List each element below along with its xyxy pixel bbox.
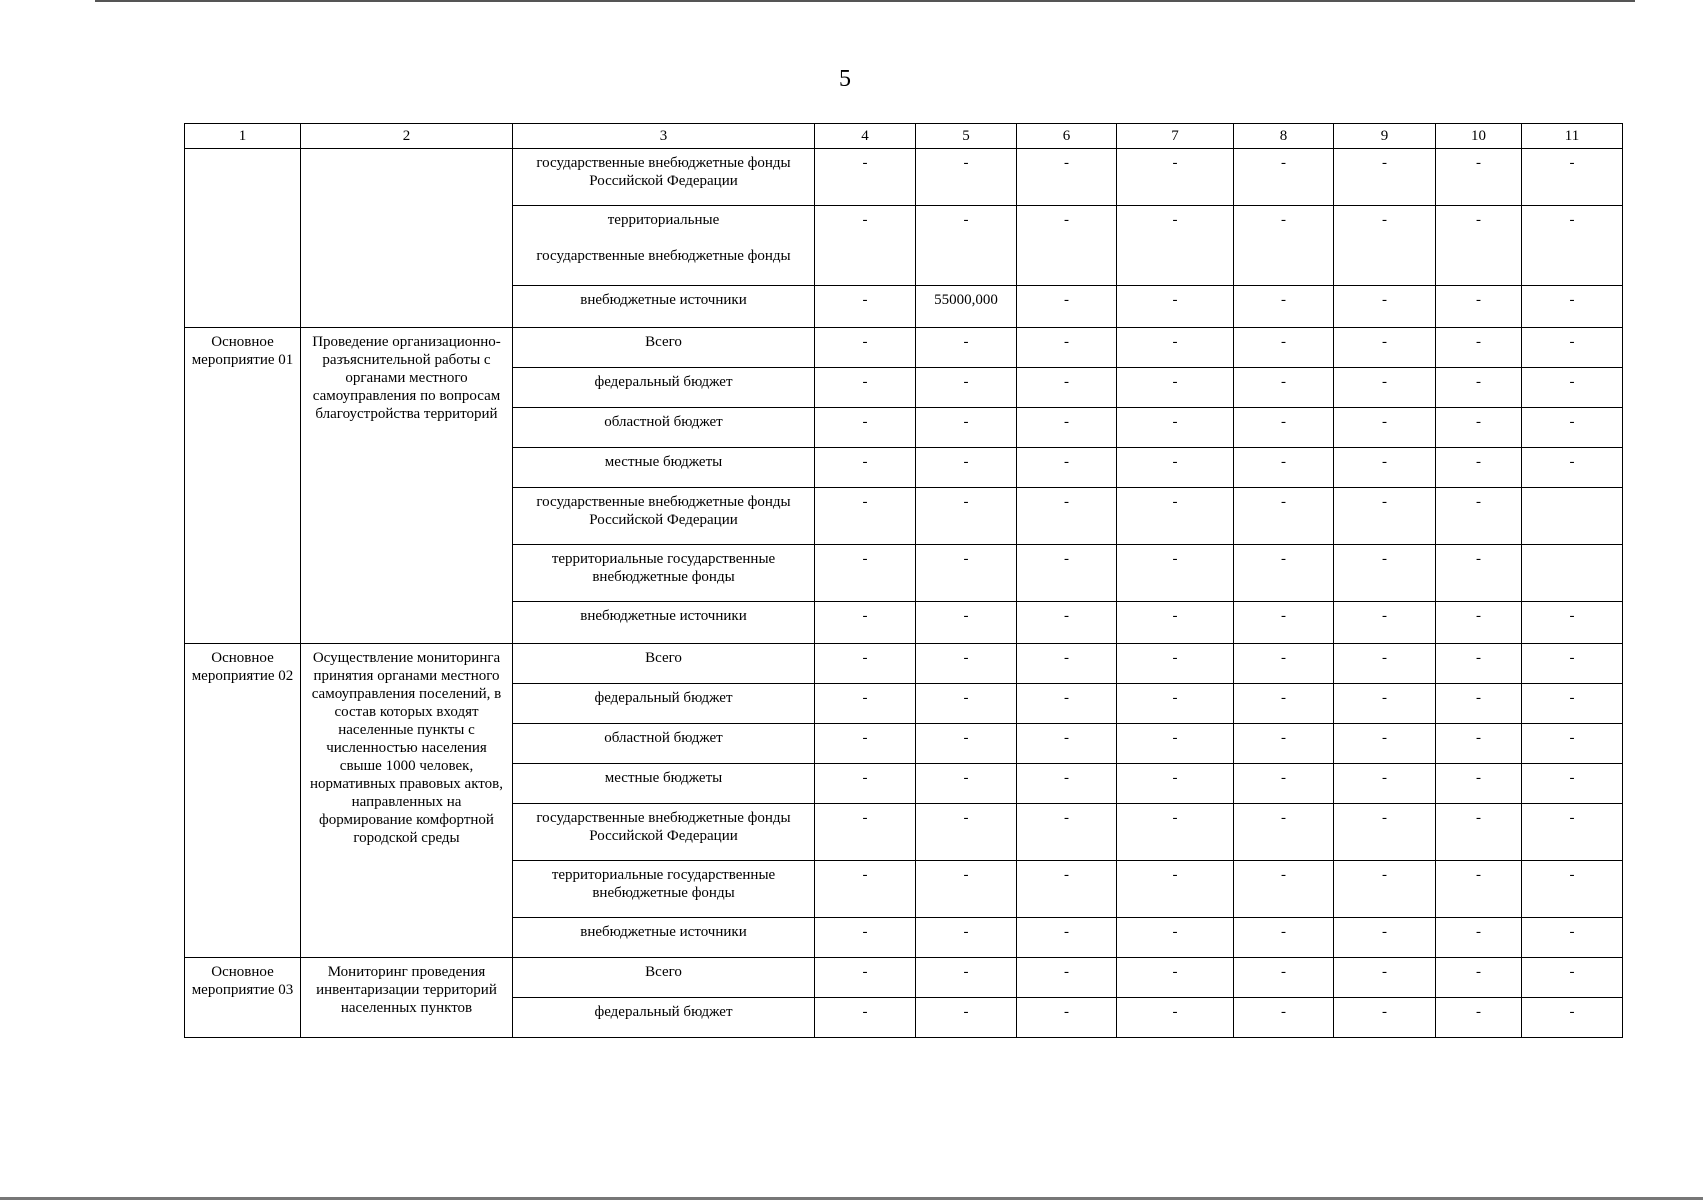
value-cell: - [1522,918,1623,958]
value-cell: - [1234,368,1334,408]
funding-source: областной бюджет [604,414,723,430]
value-cell: - [1017,149,1117,206]
activity-name: Мониторинг проведения инвентаризации территорий населенных пунктов [301,958,513,1038]
value-cell: - [1436,149,1522,206]
value-cell: - [815,328,916,368]
value-cell: - [1522,958,1623,998]
column-header: 2 [301,124,513,149]
value-cell: - [916,861,1017,918]
value-cell: - [916,328,1017,368]
value-cell: - [1436,918,1522,958]
value-cell: - [1334,958,1436,998]
value-cell: - [1334,328,1436,368]
funding-source: Всего [645,964,682,980]
value-cell: - [815,861,916,918]
column-header: 1 [185,124,301,149]
value-cell: - [1017,545,1117,602]
value-cell: - [916,488,1017,545]
value-cell: - [1117,206,1234,286]
table-row [185,958,1623,998]
value-cell: - [1117,764,1234,804]
value-cell: - [1117,448,1234,488]
value-cell: - [815,488,916,545]
value-cell: - [1436,958,1522,998]
top-scan-edge [95,0,1635,2]
funding-source: государственные внебюджетные фонды Российской Федерации [536,494,791,528]
value-cell: - [1522,448,1623,488]
value-cell: - [1117,804,1234,861]
value-cell: - [916,602,1017,644]
value-cell: - [1234,644,1334,684]
funding-source: государственные внебюджетные фонды Российской Федерации [536,155,791,189]
value-cell: - [1334,998,1436,1038]
value-cell: - [1436,206,1522,286]
value-cell: - [1334,684,1436,724]
value-cell: - [916,408,1017,448]
column-header: 9 [1334,124,1436,149]
value-cell: - [1436,286,1522,328]
funding-source: федеральный бюджет [594,374,733,390]
column-header: 5 [916,124,1017,149]
value-cell: - [1436,684,1522,724]
value-cell: - [815,644,916,684]
value-cell: - [1334,448,1436,488]
value-cell: - [1017,684,1117,724]
funding-source-cell [513,804,815,861]
funding-source: территориальные [607,212,720,228]
value-cell: 55000,000 [916,286,1017,328]
value-cell [1522,488,1623,545]
value-cell: - [1117,918,1234,958]
value-cell: - [1334,602,1436,644]
value-cell: - [1234,545,1334,602]
value-cell: - [916,368,1017,408]
value-cell: - [1017,804,1117,861]
value-cell: - [1334,861,1436,918]
value-cell: - [1522,368,1623,408]
value-cell: - [1436,764,1522,804]
value-cell: - [1017,286,1117,328]
value-cell: - [815,918,916,958]
table-row [185,328,1623,368]
value-cell: - [1522,764,1623,804]
funding-source: внебюджетные источники [580,924,747,940]
activity-code: Основное мероприятие 01 [185,328,301,644]
value-cell: - [1117,684,1234,724]
value-cell: - [1522,998,1623,1038]
column-header: 8 [1234,124,1334,149]
value-cell: - [1334,724,1436,764]
column-header: 7 [1117,124,1234,149]
value-cell: - [1017,488,1117,545]
value-cell: - [1334,286,1436,328]
funding-source-cell [513,764,815,804]
value-cell: - [916,644,1017,684]
column-header: 11 [1522,124,1623,149]
value-cell: - [815,958,916,998]
funding-source: территориальные государственные внебюджетные фонды [551,867,776,901]
value-cell: - [916,206,1017,286]
value-cell: - [1334,644,1436,684]
value-cell: - [815,602,916,644]
column-header: 6 [1017,124,1117,149]
value-cell: - [1234,918,1334,958]
value-cell: - [916,958,1017,998]
value-cell: - [1522,644,1623,684]
value-cell: - [1234,804,1334,861]
funding-source-cell [513,149,815,206]
value-cell: - [815,286,916,328]
value-cell: - [815,206,916,286]
value-cell: - [1117,998,1234,1038]
value-cell: - [1436,328,1522,368]
value-cell: - [1234,602,1334,644]
value-cell: - [1436,368,1522,408]
funding-source-cell [513,958,815,998]
value-cell: - [1017,408,1117,448]
funding-source-cell [513,684,815,724]
value-cell: - [1017,328,1117,368]
value-cell: - [1017,861,1117,918]
value-cell: - [1436,488,1522,545]
funding-source-cell [513,644,815,684]
activity-name: Осуществление мониторинга принятия органами местного самоуправления поселений, в состав которых входят населенные пункты с численностью населения свыше 1000 человек, нормативных правовых актов, направленных на формирование комфортной городской среды [301,644,513,958]
funding-source: внебюджетные источники [580,608,747,624]
value-cell: - [815,764,916,804]
funding-source: федеральный бюджет [594,1004,733,1020]
value-cell: - [1117,488,1234,545]
value-cell: - [1334,804,1436,861]
value-cell: - [1234,861,1334,918]
value-cell: - [1522,149,1623,206]
funding-source: областной бюджет [604,730,723,746]
value-cell: - [1436,998,1522,1038]
funding-source-cell [513,545,815,602]
activity-code: Основное мероприятие 03 [185,958,301,1038]
value-cell: - [1436,448,1522,488]
table-row [185,149,1623,206]
value-cell: - [1334,488,1436,545]
value-cell: - [1117,545,1234,602]
value-cell: - [1334,545,1436,602]
value-cell: - [916,804,1017,861]
value-cell: - [1234,684,1334,724]
value-cell: - [916,684,1017,724]
value-cell: - [1234,149,1334,206]
value-cell: - [916,545,1017,602]
value-cell: - [1522,724,1623,764]
value-cell: - [815,998,916,1038]
activity-name: Проведение организационно-разъяснительной работы с органами местного самоуправления по вопросам благоустройства территорий [301,328,513,644]
funding-source: Всего [645,650,682,666]
value-cell: - [815,724,916,764]
value-cell: - [1436,644,1522,684]
continued-name-cell [301,149,513,328]
funding-source-cell [513,602,815,644]
value-cell: - [1234,206,1334,286]
activity-code: Основное мероприятие 02 [185,644,301,958]
funding-source-cell [513,918,815,958]
value-cell: - [1117,861,1234,918]
funding-source: местные бюджеты [604,454,723,470]
value-cell: - [815,804,916,861]
value-cell: - [1017,206,1117,286]
value-cell: - [1334,918,1436,958]
funding-source: местные бюджеты [604,770,723,786]
funding-source-cell [513,328,815,368]
funding-source-cell [513,448,815,488]
value-cell: - [916,724,1017,764]
financing-table [184,123,1623,1038]
value-cell: - [1234,958,1334,998]
value-cell: - [1017,764,1117,804]
value-cell: - [1436,861,1522,918]
value-cell: - [1234,764,1334,804]
funding-source-cell [513,488,815,545]
value-cell: - [1522,328,1623,368]
value-cell: - [916,764,1017,804]
value-cell: - [1117,149,1234,206]
value-cell: - [1436,724,1522,764]
value-cell: - [1117,368,1234,408]
column-header: 3 [513,124,815,149]
funding-source: государственные внебюджетные фонды Российской Федерации [536,810,791,844]
column-header-row [185,124,1623,149]
value-cell: - [1017,644,1117,684]
value-cell: - [1436,408,1522,448]
value-cell: - [1117,286,1234,328]
value-cell: - [1017,368,1117,408]
value-cell: - [1334,408,1436,448]
value-cell: - [1522,408,1623,448]
value-cell: - [1117,724,1234,764]
value-cell: - [916,448,1017,488]
funding-source-cell [513,998,815,1038]
column-header: 4 [815,124,916,149]
value-cell: - [1436,602,1522,644]
value-cell: - [1117,602,1234,644]
value-cell: - [1522,861,1623,918]
value-cell: - [1234,286,1334,328]
funding-source: внебюджетные источники [580,292,747,308]
value-cell: - [1334,368,1436,408]
value-cell: - [1522,602,1623,644]
value-cell: - [1234,488,1334,545]
value-cell: - [1117,644,1234,684]
value-cell: - [1017,958,1117,998]
value-cell: - [815,448,916,488]
funding-source: территориальные государственные внебюджетные фонды [551,551,776,585]
value-cell: - [916,998,1017,1038]
value-cell: - [1017,602,1117,644]
funding-source-continued: государственные внебюджетные фонды [536,248,791,264]
value-cell: - [1334,206,1436,286]
value-cell: - [1017,918,1117,958]
value-cell: - [815,545,916,602]
value-cell: - [1334,764,1436,804]
column-header: 10 [1436,124,1522,149]
funding-source-cell [513,861,815,918]
value-cell: - [815,408,916,448]
value-cell: - [1522,684,1623,724]
funding-source-cell [513,286,815,328]
value-cell: - [815,368,916,408]
value-cell: - [815,149,916,206]
value-cell: - [1117,328,1234,368]
value-cell: - [1234,448,1334,488]
value-cell: - [1017,448,1117,488]
funding-source-cell [513,408,815,448]
value-cell: - [1234,724,1334,764]
value-cell: - [916,149,1017,206]
value-cell: - [1522,206,1623,286]
value-cell: - [1334,149,1436,206]
value-cell: - [1522,286,1623,328]
value-cell: - [1017,724,1117,764]
value-cell [1522,545,1623,602]
value-cell: - [1117,408,1234,448]
table-row [185,644,1623,684]
value-cell: - [1017,998,1117,1038]
funding-source-cell [513,368,815,408]
value-cell: - [916,918,1017,958]
value-cell: - [1522,804,1623,861]
value-cell: - [1234,408,1334,448]
value-cell: - [1436,804,1522,861]
value-cell: - [1117,958,1234,998]
funding-source-cell [513,724,815,764]
funding-source: Всего [645,334,682,350]
page-number: 5 [839,66,851,92]
value-cell: - [1234,998,1334,1038]
funding-source-cell [513,206,815,286]
table-body [185,124,1623,1038]
value-cell: - [1234,328,1334,368]
funding-source: федеральный бюджет [594,690,733,706]
continued-code-cell [185,149,301,328]
value-cell: - [815,684,916,724]
value-cell: - [1436,545,1522,602]
